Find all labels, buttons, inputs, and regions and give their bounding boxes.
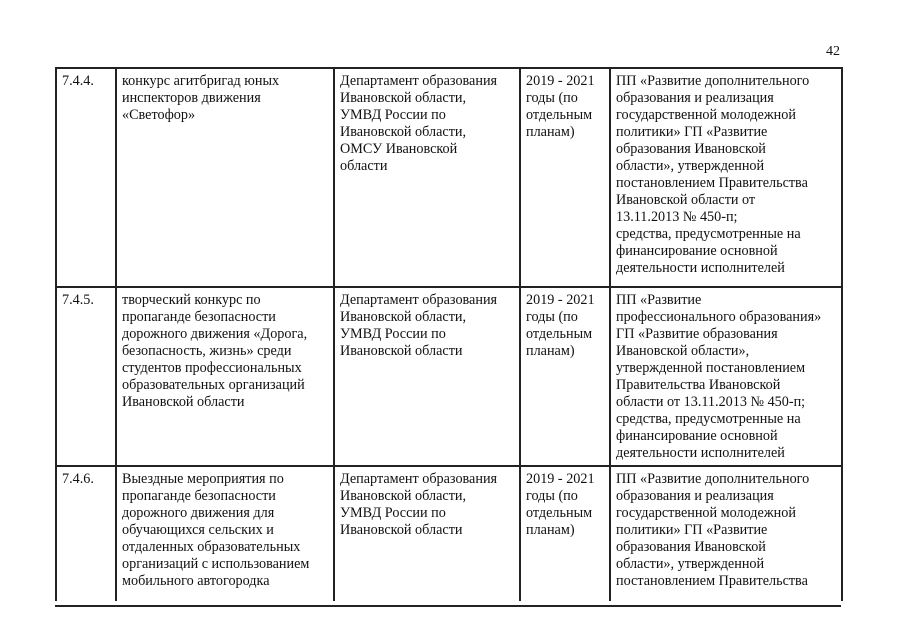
term: 2019 - 2021 годы (по отдельным планам) xyxy=(520,466,610,600)
funding-source: ПП «Развитие дополнительного образования и реализация государственной молодежной политики» ГП «Развитие образования Ивановской области», утвержденной постановлением Правительства Ивановской области от 13.11.2013 № 450-п; средства, предусмотренные на финансирование основной деятельности исполнителей xyxy=(610,68,842,287)
term: 2019 - 2021 годы (по отдельным планам) xyxy=(520,287,610,466)
table-row xyxy=(56,287,842,466)
event-name: творческий конкурс по пропаганде безопасности дорожного движения «Дорога, безопасность, жизнь» среди студентов профессиональных образовательных организаций Ивановской области xyxy=(116,287,334,466)
event-name: конкурс агитбригад юных инспекторов движения «Светофор» xyxy=(116,68,334,287)
item-number: 7.4.5. xyxy=(56,287,116,466)
measures-table xyxy=(55,67,843,601)
executor: Департамент образования Ивановской области, УМВД России по Ивановской области xyxy=(334,287,520,466)
table-bottom-border xyxy=(55,605,841,607)
event-name: Выездные мероприятия по пропаганде безопасности дорожного движения для обучающихся сельских и отдаленных образовательных организаций с использованием мобильного автогородка xyxy=(116,466,334,600)
item-number: 7.4.4. xyxy=(56,68,116,287)
page-number: 42 xyxy=(826,44,840,59)
table-row xyxy=(56,466,842,600)
executor: Департамент образования Ивановской области, УМВД России по Ивановской области xyxy=(334,466,520,600)
funding-source: ПП «Развитие дополнительного образования и реализация государственной молодежной политики» ГП «Развитие образования Ивановской области», утвержденной постановлением Правительства xyxy=(610,466,842,600)
item-number: 7.4.6. xyxy=(56,466,116,600)
funding-source: ПП «Развитие профессионального образования» ГП «Развитие образования Ивановской области», утвержденной постановлением Правительства Ивановской области от 13.11.2013 № 450-п; средства, предусмотренные на финансирование основной деятельности исполнителей xyxy=(610,287,842,466)
executor: Департамент образования Ивановской области, УМВД России по Ивановской области, ОМСУ Ивановской области xyxy=(334,68,520,287)
table-row xyxy=(56,68,842,287)
term: 2019 - 2021 годы (по отдельным планам) xyxy=(520,68,610,287)
